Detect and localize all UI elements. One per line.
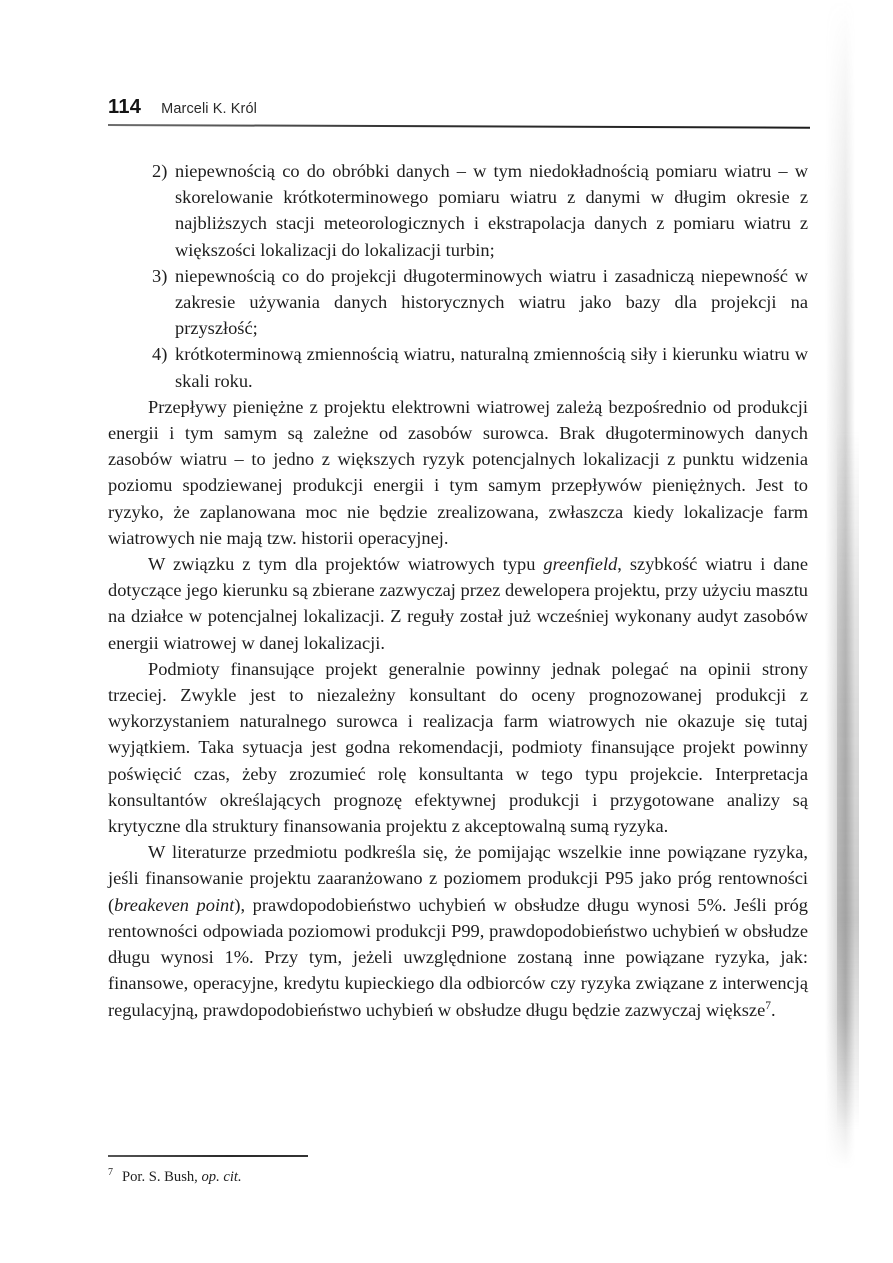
numbered-list: [108, 158, 808, 394]
page-number: 114: [108, 96, 142, 118]
term-greenfield: greenfield: [543, 554, 618, 575]
paragraph-breakeven-part1: W literaturze przedmiotu podkreśla się, że pomijając wszelkie inne powiązane ryzyka, jeśli finansowanie projektu zaaranżowano z poziomem produkcji P95 jako próg rentowności (: [108, 842, 808, 915]
list-item: [108, 263, 808, 342]
running-head-author: Marceli K. Król: [161, 101, 257, 117]
body-text-block: [108, 158, 808, 1023]
term-breakeven-point: breakeven point: [114, 894, 235, 915]
numbered-list-wrapper: [108, 158, 808, 394]
scan-shadow-artifact: [819, 0, 855, 1180]
paragraph-breakeven-part2: ), prawdopodobieństwo uchybień w obsłudze długu wynosi 5%. Jeśli próg rentowności odpowiada poziomowi produkcji P99, prawdopodobieństwo uchybień w obsłudze długu wynosi 1%. Przy tym, jeżeli uwzględnione zostaną inne powiązane ryzyka, jak: finansowe, operacyjne, kredytu kupieckiego dla odbiorców czy ryzyka związane z interwencją regulacyjną, prawdopodobieństwo uchybień w obsłudze długu będzie zazwyczaj większe: [108, 894, 808, 1020]
paragraph-greenfield-part2: , szybkość wiatru i dane dotyczące jego kierunku są zbierane zazwyczaj przez dewelopera projektu, przy użyciu masztu na działce w potencjalnej lokalizacji. Z reguły został już wcześniej wykonany audyt zasobów energii wiatrowej w danej lokalizacji.: [108, 554, 808, 653]
list-item: [108, 158, 808, 263]
list-item-text: niepewnością co do projekcji długoterminowych wiatru i zasadniczą niepewność w zakresie używania danych historycznych wiatru jako bazy dla projekcji na przyszłość;: [175, 265, 808, 339]
footnote-separator-rule: [108, 1155, 308, 1157]
header-rule: [108, 124, 810, 129]
paragraph-greenfield: [108, 551, 808, 656]
footnote: [108, 1163, 708, 1187]
paragraph-breakeven: [108, 839, 808, 1022]
list-item-marker: 2): [152, 161, 168, 181]
running-head: [108, 96, 810, 119]
footnote-reference-marker: 7: [765, 999, 771, 1012]
list-item-text: niepewnością co do obróbki danych – w tym niedokładnością pomiaru wiatru – w skorelowanie krótkoterminowego pomiaru wiatru z danymi w długim okresie z najbliższych stacji meteorologicznych i ekstrapolacja danych z pomiaru wiatru z większości lokalizacji do lokalizacji turbin;: [175, 161, 808, 260]
list-item-text: krótkoterminową zmiennością wiatru, naturalną zmiennością siły i kierunku wiatru w skali roku.: [175, 344, 808, 391]
scan-shadow-artifact-inner: [837, 430, 859, 1130]
list-item-marker: 4): [152, 344, 168, 365]
paragraph-greenfield-part1: W związku z tym dla projektów wiatrowych typu: [148, 554, 544, 575]
paragraph-third-party-opinion: Podmioty finansujące projekt generalnie powinny jednak polegać na opinii strony trzeciej. Zwykle jest to niezależny konsultant do oceny prognozowanej produkcji z wykorzystaniem naturalnego surowca i realizacja farm wiatrowych nie okazuje się tutaj wyjątkiem. Taka sytuacja jest godna rekomendacji, podmioty finansujące projekt powinny poświęcić czas, żeby zrozumieć rolę konsultanta w tego typu projekcie. Interpretacja konsultantów określających prognozę efektywnej produkcji i przygotowane analizy są krytyczne dla struktury finansowania projektu z akceptowalną sumą ryzyka.: [108, 658, 808, 837]
footnote-text-part1: Por. S. Bush,: [122, 1168, 202, 1185]
footnote-op-cit: op. cit.: [201, 1168, 242, 1185]
list-item: [108, 341, 808, 393]
list-item-marker: 3): [152, 265, 168, 286]
paragraph-cashflows: Przepływy pieniężne z projektu elektrowni wiatrowej zależą bezpośrednio od produkcji energii i tym samym są zależne od zasobów surowca. Brak długoterminowych danych zasobów wiatru – to jedno z większych ryzyk potencjalnych lokalizacji z punktu widzenia poziomu spodziewanej produkcji energii i tym samym przepływów pieniężnych. Jest to ryzyko, że zaplanowana moc nie będzie zrealizowana, zwłaszcza kiedy lokalizacje farm wiatrowych nie mają tzw. historii operacyjnej.: [108, 396, 808, 548]
paragraph-breakeven-terminator: .: [770, 999, 776, 1020]
footnote-number: 7: [108, 1167, 113, 1178]
